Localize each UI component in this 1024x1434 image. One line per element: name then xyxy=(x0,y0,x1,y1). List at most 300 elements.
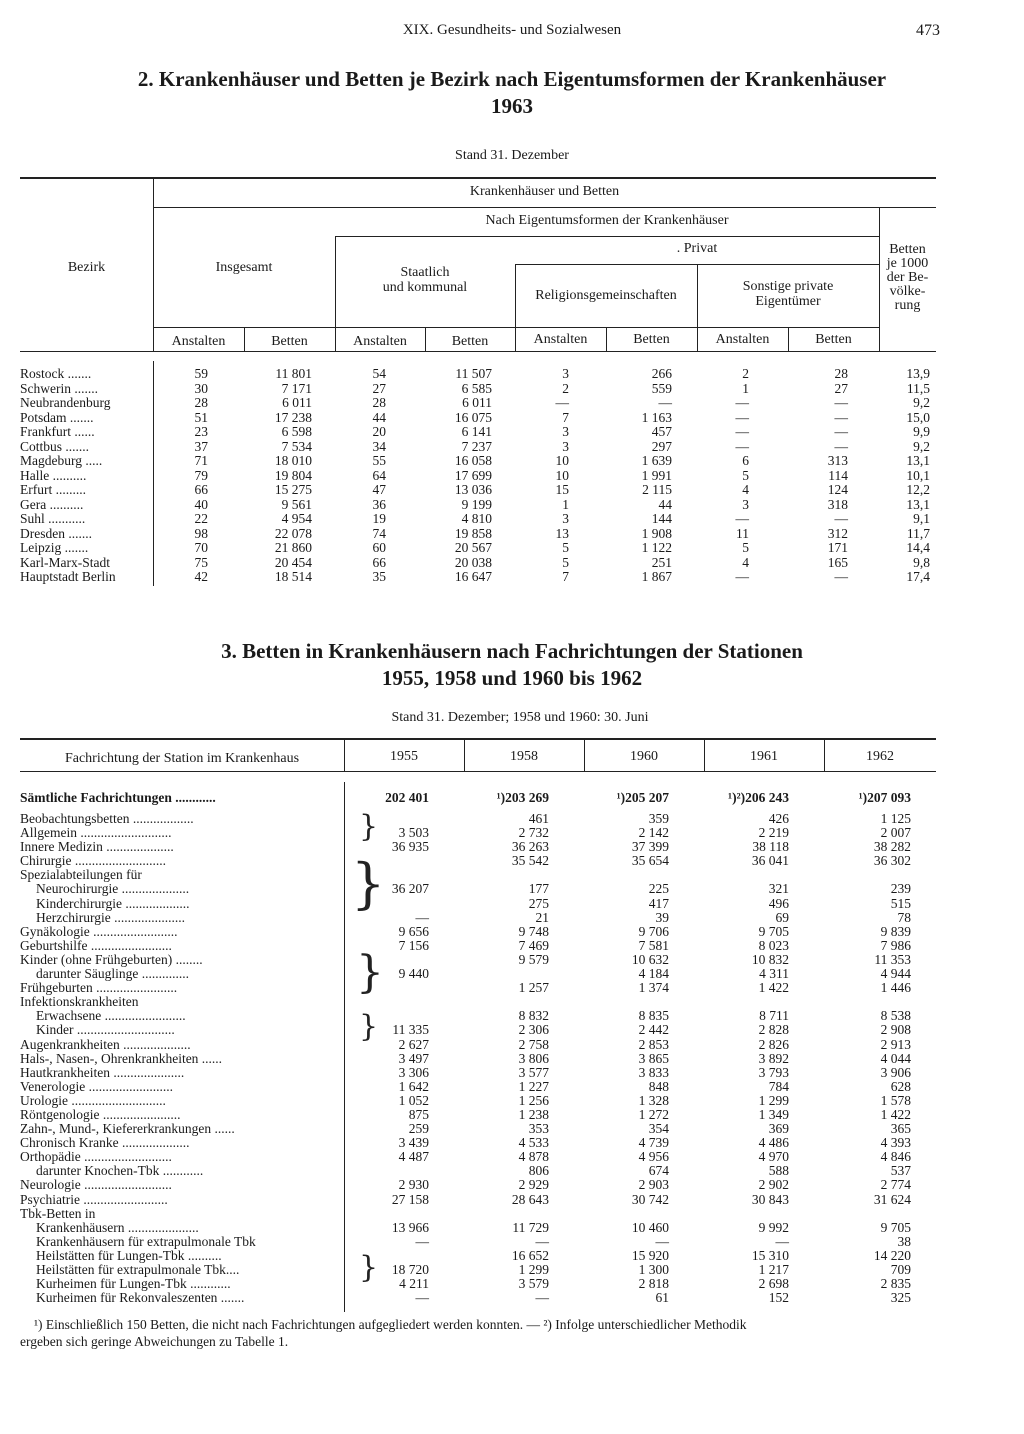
table-cell: 10,1 xyxy=(906,467,930,483)
table-cell: 4 487 xyxy=(398,1149,429,1165)
table-cell: 9 579 xyxy=(518,951,549,967)
table2-title xyxy=(40,66,984,120)
fachrichtung-name: Heilstätten für extrapulmonale Tbk.... xyxy=(36,1262,240,1277)
table-cell: 2 007 xyxy=(880,825,911,841)
table-cell: 4 944 xyxy=(880,966,911,982)
table-cell: 165 xyxy=(827,554,848,570)
table-row xyxy=(20,911,940,925)
table-cell: 2 818 xyxy=(638,1276,669,1292)
table-row xyxy=(20,953,940,967)
table-cell: 1 908 xyxy=(641,525,672,541)
table-row xyxy=(20,498,940,513)
table-cell: 9 992 xyxy=(758,1219,789,1235)
table-cell: 2 142 xyxy=(638,825,669,841)
table-cell: 13 xyxy=(555,525,569,541)
table-cell: 27 xyxy=(834,380,848,396)
table-cell: 177 xyxy=(528,881,549,897)
table-cell: 1 299 xyxy=(518,1262,549,1277)
fachrichtung-name: Kurheimen für Rekonvaleszenten ....... xyxy=(36,1290,245,1306)
table-row xyxy=(20,1291,940,1305)
fachrichtung-name: Urologie ............................ xyxy=(20,1092,166,1108)
table-cell: 9,1 xyxy=(913,511,930,526)
table-cell: 71 xyxy=(194,453,208,468)
table-cell: 3 xyxy=(562,511,569,526)
col-eigentumsformen: Nach Eigentumsformen der Krankenhäuser xyxy=(485,213,729,228)
fachrichtung-name: Tbk-Betten in xyxy=(20,1205,96,1221)
table-cell: 114 xyxy=(828,467,848,483)
table-cell: 5 xyxy=(562,540,569,555)
fachrichtung-name: Augenkrankheiten .................... xyxy=(20,1036,191,1052)
table-cell: 4 393 xyxy=(880,1135,911,1151)
table-row xyxy=(20,1080,940,1094)
table-cell: 1 300 xyxy=(638,1262,669,1277)
table-cell: 2 627 xyxy=(398,1036,429,1052)
table-cell: 9 705 xyxy=(758,923,789,939)
table-row xyxy=(20,1122,940,1136)
col-1958: 1958 xyxy=(510,749,538,764)
table-cell: — xyxy=(658,395,672,410)
table-cell: 3 793 xyxy=(758,1064,789,1080)
table-cell: 34 xyxy=(372,438,386,454)
table-cell: 44 xyxy=(658,496,672,512)
table-cell: 2 xyxy=(742,366,749,381)
table-cell: 5 xyxy=(742,540,749,555)
table-cell: 18 514 xyxy=(274,569,312,584)
bezirk-name: Neubrandenburg xyxy=(20,395,111,410)
table-cell: 10 832 xyxy=(751,951,789,967)
fachrichtung-name: Neurochirurgie .................... xyxy=(36,881,190,897)
table-cell: — xyxy=(535,1233,549,1249)
table-cell: 1 256 xyxy=(518,1092,549,1108)
table-cell: 61 xyxy=(655,1290,669,1306)
table-cell: 3 497 xyxy=(398,1050,429,1066)
fachrichtung-name: Kinder ............................. xyxy=(36,1022,175,1038)
table-row xyxy=(20,812,940,826)
table-cell: 8 711 xyxy=(759,1008,789,1024)
table-cell: 36 207 xyxy=(391,881,429,897)
table-cell: 7 581 xyxy=(638,937,669,953)
table-cell: 4 846 xyxy=(880,1149,911,1165)
table-cell: 1 257 xyxy=(518,980,549,996)
table-cell: 15 920 xyxy=(631,1247,669,1263)
table-cell: 20 454 xyxy=(274,554,312,570)
table-cell: 5 xyxy=(742,467,749,483)
table-cell: 7 986 xyxy=(880,937,911,953)
page-number: 473 xyxy=(916,22,940,39)
table-cell: 27 158 xyxy=(391,1191,429,1207)
table-row xyxy=(20,1052,940,1066)
brace-icon: } xyxy=(359,809,379,844)
table-cell: 426 xyxy=(768,811,789,826)
table-cell: — xyxy=(834,424,848,439)
table-cell: 3 892 xyxy=(758,1050,789,1066)
table-cell: 318 xyxy=(827,496,848,512)
bezirk-name: Magdeburg ..... xyxy=(20,453,103,468)
table-cell: 3 xyxy=(742,496,749,512)
table-cell: 10 632 xyxy=(631,951,669,967)
table-cell: 239 xyxy=(890,881,911,897)
table-cell: — xyxy=(555,395,569,410)
table-cell: 537 xyxy=(890,1163,911,1179)
table-cell: 4 810 xyxy=(461,511,492,526)
table-row xyxy=(20,897,940,911)
table-cell: 4 486 xyxy=(758,1135,789,1151)
table-cell: 28 xyxy=(194,395,208,410)
table-cell: — xyxy=(735,438,749,454)
table-cell: 2 115 xyxy=(642,482,672,497)
fachrichtung-name: Herzchirurgie ..................... xyxy=(36,909,185,925)
table-cell: 1 328 xyxy=(638,1092,669,1108)
table2-subtitle: Stand 31. Dezember xyxy=(455,148,569,163)
table-cell: 3 865 xyxy=(638,1050,669,1066)
table-cell: 17 238 xyxy=(274,409,312,425)
table-cell: 38 118 xyxy=(752,839,789,855)
table-row xyxy=(20,854,940,868)
table-cell: 37 399 xyxy=(631,839,669,855)
table-row xyxy=(20,367,940,382)
table-cell: 3 577 xyxy=(518,1064,549,1080)
table-cell: 3 833 xyxy=(638,1064,669,1080)
table-cell: 31 624 xyxy=(873,1191,911,1207)
table-cell: 36 xyxy=(372,496,386,512)
table-cell: 69 xyxy=(775,909,789,925)
table-cell: 369 xyxy=(768,1121,789,1137)
table-cell: 461 xyxy=(528,811,549,826)
table-cell: 28 xyxy=(834,366,848,381)
table-cell: 1 238 xyxy=(518,1106,549,1122)
table-cell: 2 908 xyxy=(880,1022,911,1038)
table-cell: 78 xyxy=(897,909,911,925)
fachrichtung-name: Allgemein ........................... xyxy=(20,825,172,841)
col-1962: 1962 xyxy=(866,749,894,764)
table-cell: 4 184 xyxy=(638,966,669,982)
table-cell: 1 272 xyxy=(638,1106,669,1122)
table-row xyxy=(20,1263,940,1277)
table-cell: 17,4 xyxy=(906,569,930,584)
table-cell: 11 801 xyxy=(275,366,312,381)
table-cell: 4 211 xyxy=(399,1276,429,1292)
table-row xyxy=(20,541,940,556)
table-cell: — xyxy=(415,909,429,925)
table-cell: 3 806 xyxy=(518,1050,549,1066)
table-cell: ¹)203 269 xyxy=(496,790,549,805)
table-row xyxy=(20,1277,940,1291)
table-row xyxy=(20,1009,940,1023)
fachrichtung-name: Spezialabteilungen für xyxy=(20,867,142,883)
table-cell: 4 956 xyxy=(638,1149,669,1165)
fachrichtung-name: Neurologie .......................... xyxy=(20,1177,172,1193)
table-cell: — xyxy=(834,395,848,410)
table3-title-line1: 3. Betten in Krankenhäusern nach Fachrichtungen der Stationen xyxy=(221,639,803,663)
table-cell: — xyxy=(655,1233,669,1249)
table-row xyxy=(20,411,940,426)
table-cell: 2 442 xyxy=(638,1022,669,1038)
table-cell: 98 xyxy=(194,525,208,541)
table-cell: ¹)207 093 xyxy=(858,790,911,805)
table-cell: 353 xyxy=(528,1121,549,1137)
table-cell: 628 xyxy=(890,1078,911,1094)
bezirk-name: Schwerin ....... xyxy=(20,380,98,396)
table-cell: 1 052 xyxy=(398,1092,429,1108)
col-betten-je-1000: Betten je 1000 der Be- völke- rung xyxy=(886,242,929,313)
table-row xyxy=(20,512,940,527)
table-cell: 417 xyxy=(648,895,669,911)
table-cell: 16 058 xyxy=(454,453,492,468)
table-cell: 7 469 xyxy=(518,937,549,953)
table-cell: 3 xyxy=(562,366,569,381)
bezirk-name: Potsdam ....... xyxy=(20,409,94,425)
table-cell: 3 503 xyxy=(398,825,429,841)
table-row xyxy=(20,826,940,840)
table-cell: 79 xyxy=(194,467,208,483)
table-cell: 59 xyxy=(194,366,208,381)
table-cell: 55 xyxy=(372,453,386,468)
col-1960: 1960 xyxy=(630,749,658,764)
table-cell: 17 699 xyxy=(454,467,492,483)
table-row xyxy=(20,840,940,854)
table-cell: 2 219 xyxy=(758,825,789,841)
table-cell: 75 xyxy=(194,554,208,570)
table-row xyxy=(20,1108,940,1122)
fachrichtung-name: Krankenhäusern für extrapulmonale Tbk xyxy=(36,1233,256,1249)
table-row xyxy=(20,1164,940,1178)
table-cell: 354 xyxy=(648,1121,669,1137)
table-cell: 312 xyxy=(827,525,848,541)
table-cell: 11,7 xyxy=(906,525,930,541)
table-cell: 9 705 xyxy=(880,1219,911,1235)
table2-title-line2: 1963 xyxy=(491,94,533,118)
fachrichtung-name: Hals-, Nasen-, Ohrenkrankheiten ...... xyxy=(20,1050,223,1066)
table-cell: 3 xyxy=(562,438,569,454)
table-cell: 15 310 xyxy=(751,1247,789,1263)
table-cell: 51 xyxy=(194,409,208,425)
table-cell: 2 732 xyxy=(518,825,549,841)
table-cell: 1 xyxy=(742,380,749,396)
table-cell: 2 698 xyxy=(758,1276,789,1292)
table-cell: 36 041 xyxy=(751,853,789,869)
table-row xyxy=(20,382,940,397)
table-cell: — xyxy=(535,1290,549,1306)
brace-icon: } xyxy=(356,947,384,998)
table-cell: 9,2 xyxy=(913,438,930,454)
table-cell: 39 xyxy=(655,909,669,925)
table-row xyxy=(20,570,940,585)
col-anstalten: Anstalten xyxy=(715,332,770,347)
table-cell: 6 585 xyxy=(461,380,492,396)
table-cell: 2 930 xyxy=(398,1177,429,1193)
table-cell: 40 xyxy=(194,496,208,512)
table-row xyxy=(20,556,940,571)
table3-body xyxy=(20,788,940,1305)
table-cell: 313 xyxy=(827,453,848,468)
table-cell: 4 311 xyxy=(759,966,789,982)
fachrichtung-name: darunter Säuglinge .............. xyxy=(36,966,189,982)
table-cell: 9 199 xyxy=(461,496,492,512)
table-cell: 7 237 xyxy=(461,438,492,454)
bezirk-name: Rostock ....... xyxy=(20,366,92,381)
bezirk-name: Leipzig ....... xyxy=(20,540,89,555)
fachrichtung-name: Erwachsene ........................ xyxy=(36,1008,186,1024)
table-cell: — xyxy=(735,409,749,425)
table2-body xyxy=(20,367,940,585)
table-cell: 11,5 xyxy=(906,380,930,396)
table-cell: 13 966 xyxy=(391,1219,429,1235)
table-cell: 13,9 xyxy=(906,366,930,381)
table-cell: 365 xyxy=(890,1121,911,1137)
fachrichtung-name: Röntgenologie ....................... xyxy=(20,1106,181,1122)
table-row xyxy=(20,483,940,498)
fachrichtung-name: Infektionskrankheiten xyxy=(20,994,139,1010)
table-cell: — xyxy=(834,511,848,526)
table-row xyxy=(20,868,940,882)
table-cell: 21 xyxy=(535,909,549,925)
table-cell: 14 220 xyxy=(873,1247,911,1263)
table-cell: 8 538 xyxy=(880,1008,911,1024)
table-cell: 16 652 xyxy=(511,1247,549,1263)
table-cell: 457 xyxy=(651,424,672,439)
table-cell: 13,1 xyxy=(906,496,930,512)
table-cell: 6 011 xyxy=(282,395,312,410)
table-cell: 4 044 xyxy=(880,1050,911,1066)
table-cell: 6 xyxy=(742,453,749,468)
table-row xyxy=(20,1207,940,1221)
table-cell: 225 xyxy=(648,881,669,897)
table-cell: 11 353 xyxy=(874,951,911,967)
table-cell: 30 xyxy=(194,380,208,396)
col-betten: Betten xyxy=(451,334,489,349)
table-cell: — xyxy=(834,409,848,425)
table-cell: 1 642 xyxy=(398,1078,429,1094)
table-cell: 297 xyxy=(651,438,672,454)
table-cell: 19 858 xyxy=(454,525,492,541)
table-cell: 7 534 xyxy=(281,438,312,454)
table-cell: 1 217 xyxy=(758,1262,789,1277)
table-cell: 2 758 xyxy=(518,1036,549,1052)
table-cell: 9 748 xyxy=(518,923,549,939)
table-cell: 16 647 xyxy=(454,569,492,584)
table-row xyxy=(20,1066,940,1080)
fachrichtung-name: Venerologie ......................... xyxy=(20,1078,173,1094)
table-row xyxy=(20,1249,940,1263)
table-cell: 7 171 xyxy=(281,380,312,396)
table-cell: 588 xyxy=(768,1163,789,1179)
table-cell: 1 227 xyxy=(518,1078,549,1094)
table-row xyxy=(20,1150,940,1164)
fachrichtung-name: Geburtshilfe ........................ xyxy=(20,937,172,953)
table-cell: 674 xyxy=(648,1163,669,1179)
table-cell: 9,8 xyxy=(913,554,930,570)
table-cell: 9 561 xyxy=(281,496,312,512)
table-cell: 10 460 xyxy=(631,1219,669,1235)
table-cell: 152 xyxy=(768,1290,789,1306)
table-cell: 3 306 xyxy=(398,1064,429,1080)
table-cell: 11 507 xyxy=(455,366,492,381)
table-cell: 1 639 xyxy=(641,453,672,468)
table-cell: 16 075 xyxy=(454,409,492,425)
table-cell: — xyxy=(415,1290,429,1306)
table-row xyxy=(20,1193,940,1207)
table-cell: 321 xyxy=(768,881,789,897)
table-cell: 44 xyxy=(372,409,386,425)
fachrichtung-name: Gynäkologie ......................... xyxy=(20,923,178,939)
col-staatlich: Staatlich und kommunal xyxy=(382,265,468,295)
table-cell: 18 720 xyxy=(391,1262,429,1277)
table-cell: 9,2 xyxy=(913,395,930,410)
table-cell: 202 401 xyxy=(385,790,429,805)
table-cell: 10 xyxy=(555,453,569,468)
table-row xyxy=(20,454,940,469)
table-cell: 4 970 xyxy=(758,1149,789,1165)
table2-title-line1: 2. Krankenhäuser und Betten je Bezirk nach Eigentumsformen der Krankenhäuser xyxy=(137,67,887,91)
table-cell: 848 xyxy=(648,1078,669,1094)
table-cell: 275 xyxy=(528,895,549,911)
table-cell: 8 832 xyxy=(518,1008,549,1024)
table-cell: 3 579 xyxy=(518,1276,549,1292)
table-cell: 875 xyxy=(408,1106,429,1122)
table-cell: 54 xyxy=(372,366,386,381)
table-cell: 10 xyxy=(555,467,569,483)
bezirk-name: Halle .......... xyxy=(20,467,87,483)
table-cell: 35 xyxy=(372,569,386,584)
table-cell: 1 349 xyxy=(758,1106,789,1122)
col-krankenhaeuser-betten: Krankenhäuser und Betten xyxy=(469,184,620,199)
col-1961: 1961 xyxy=(750,749,778,764)
col-religion: Religionsgemeinschaften xyxy=(535,288,677,303)
table-row xyxy=(20,1038,940,1052)
fachrichtung-name: Innere Medizin .................... xyxy=(20,839,174,855)
brace-icon: } xyxy=(359,1250,379,1285)
table-cell: 259 xyxy=(408,1121,429,1137)
col-anstalten: Anstalten xyxy=(171,334,226,349)
table-cell: 2 903 xyxy=(638,1177,669,1193)
table-cell: 9 706 xyxy=(638,923,669,939)
table-cell: ¹)205 207 xyxy=(616,790,669,805)
table-row xyxy=(20,440,940,455)
table-cell: 3 xyxy=(562,424,569,439)
table-row xyxy=(20,1235,940,1249)
table-cell: 4 533 xyxy=(518,1135,549,1151)
table-cell: 70 xyxy=(194,540,208,555)
table-cell: 12,2 xyxy=(906,482,930,497)
fachrichtung-name: Beobachtungsbetten .................. xyxy=(20,811,194,826)
bezirk-name: Karl-Marx-Stadt xyxy=(20,554,110,570)
bezirk-name: Cottbus ....... xyxy=(20,438,90,454)
table-row xyxy=(20,981,940,995)
col-betten: Betten xyxy=(271,334,308,349)
table-cell: 38 xyxy=(897,1233,911,1249)
table-cell: 1 299 xyxy=(758,1092,789,1108)
col-bezirk: Bezirk xyxy=(67,260,106,275)
table-cell: — xyxy=(735,511,749,526)
table-cell: 784 xyxy=(768,1078,789,1094)
table-cell: 21 860 xyxy=(274,540,312,555)
table-row xyxy=(20,995,940,1009)
table-row xyxy=(20,967,940,981)
col-betten: Betten xyxy=(633,332,670,347)
table-cell: 171 xyxy=(827,540,848,555)
table-cell: 3 439 xyxy=(398,1135,429,1151)
fachrichtung-name: Psychiatrie ......................... xyxy=(20,1191,168,1207)
fachrichtung-name: Hautkrankheiten ..................... xyxy=(20,1064,185,1080)
table-cell: 47 xyxy=(372,482,386,497)
fachrichtung-name: Krankenhäusern ..................... xyxy=(36,1219,199,1235)
table-cell: 2 306 xyxy=(518,1022,549,1038)
table-cell: 6 011 xyxy=(462,395,492,410)
table3-title xyxy=(40,638,984,692)
table-cell: 11 729 xyxy=(512,1219,549,1235)
table-cell: 11 335 xyxy=(392,1022,429,1038)
col-anstalten: Anstalten xyxy=(353,334,407,349)
